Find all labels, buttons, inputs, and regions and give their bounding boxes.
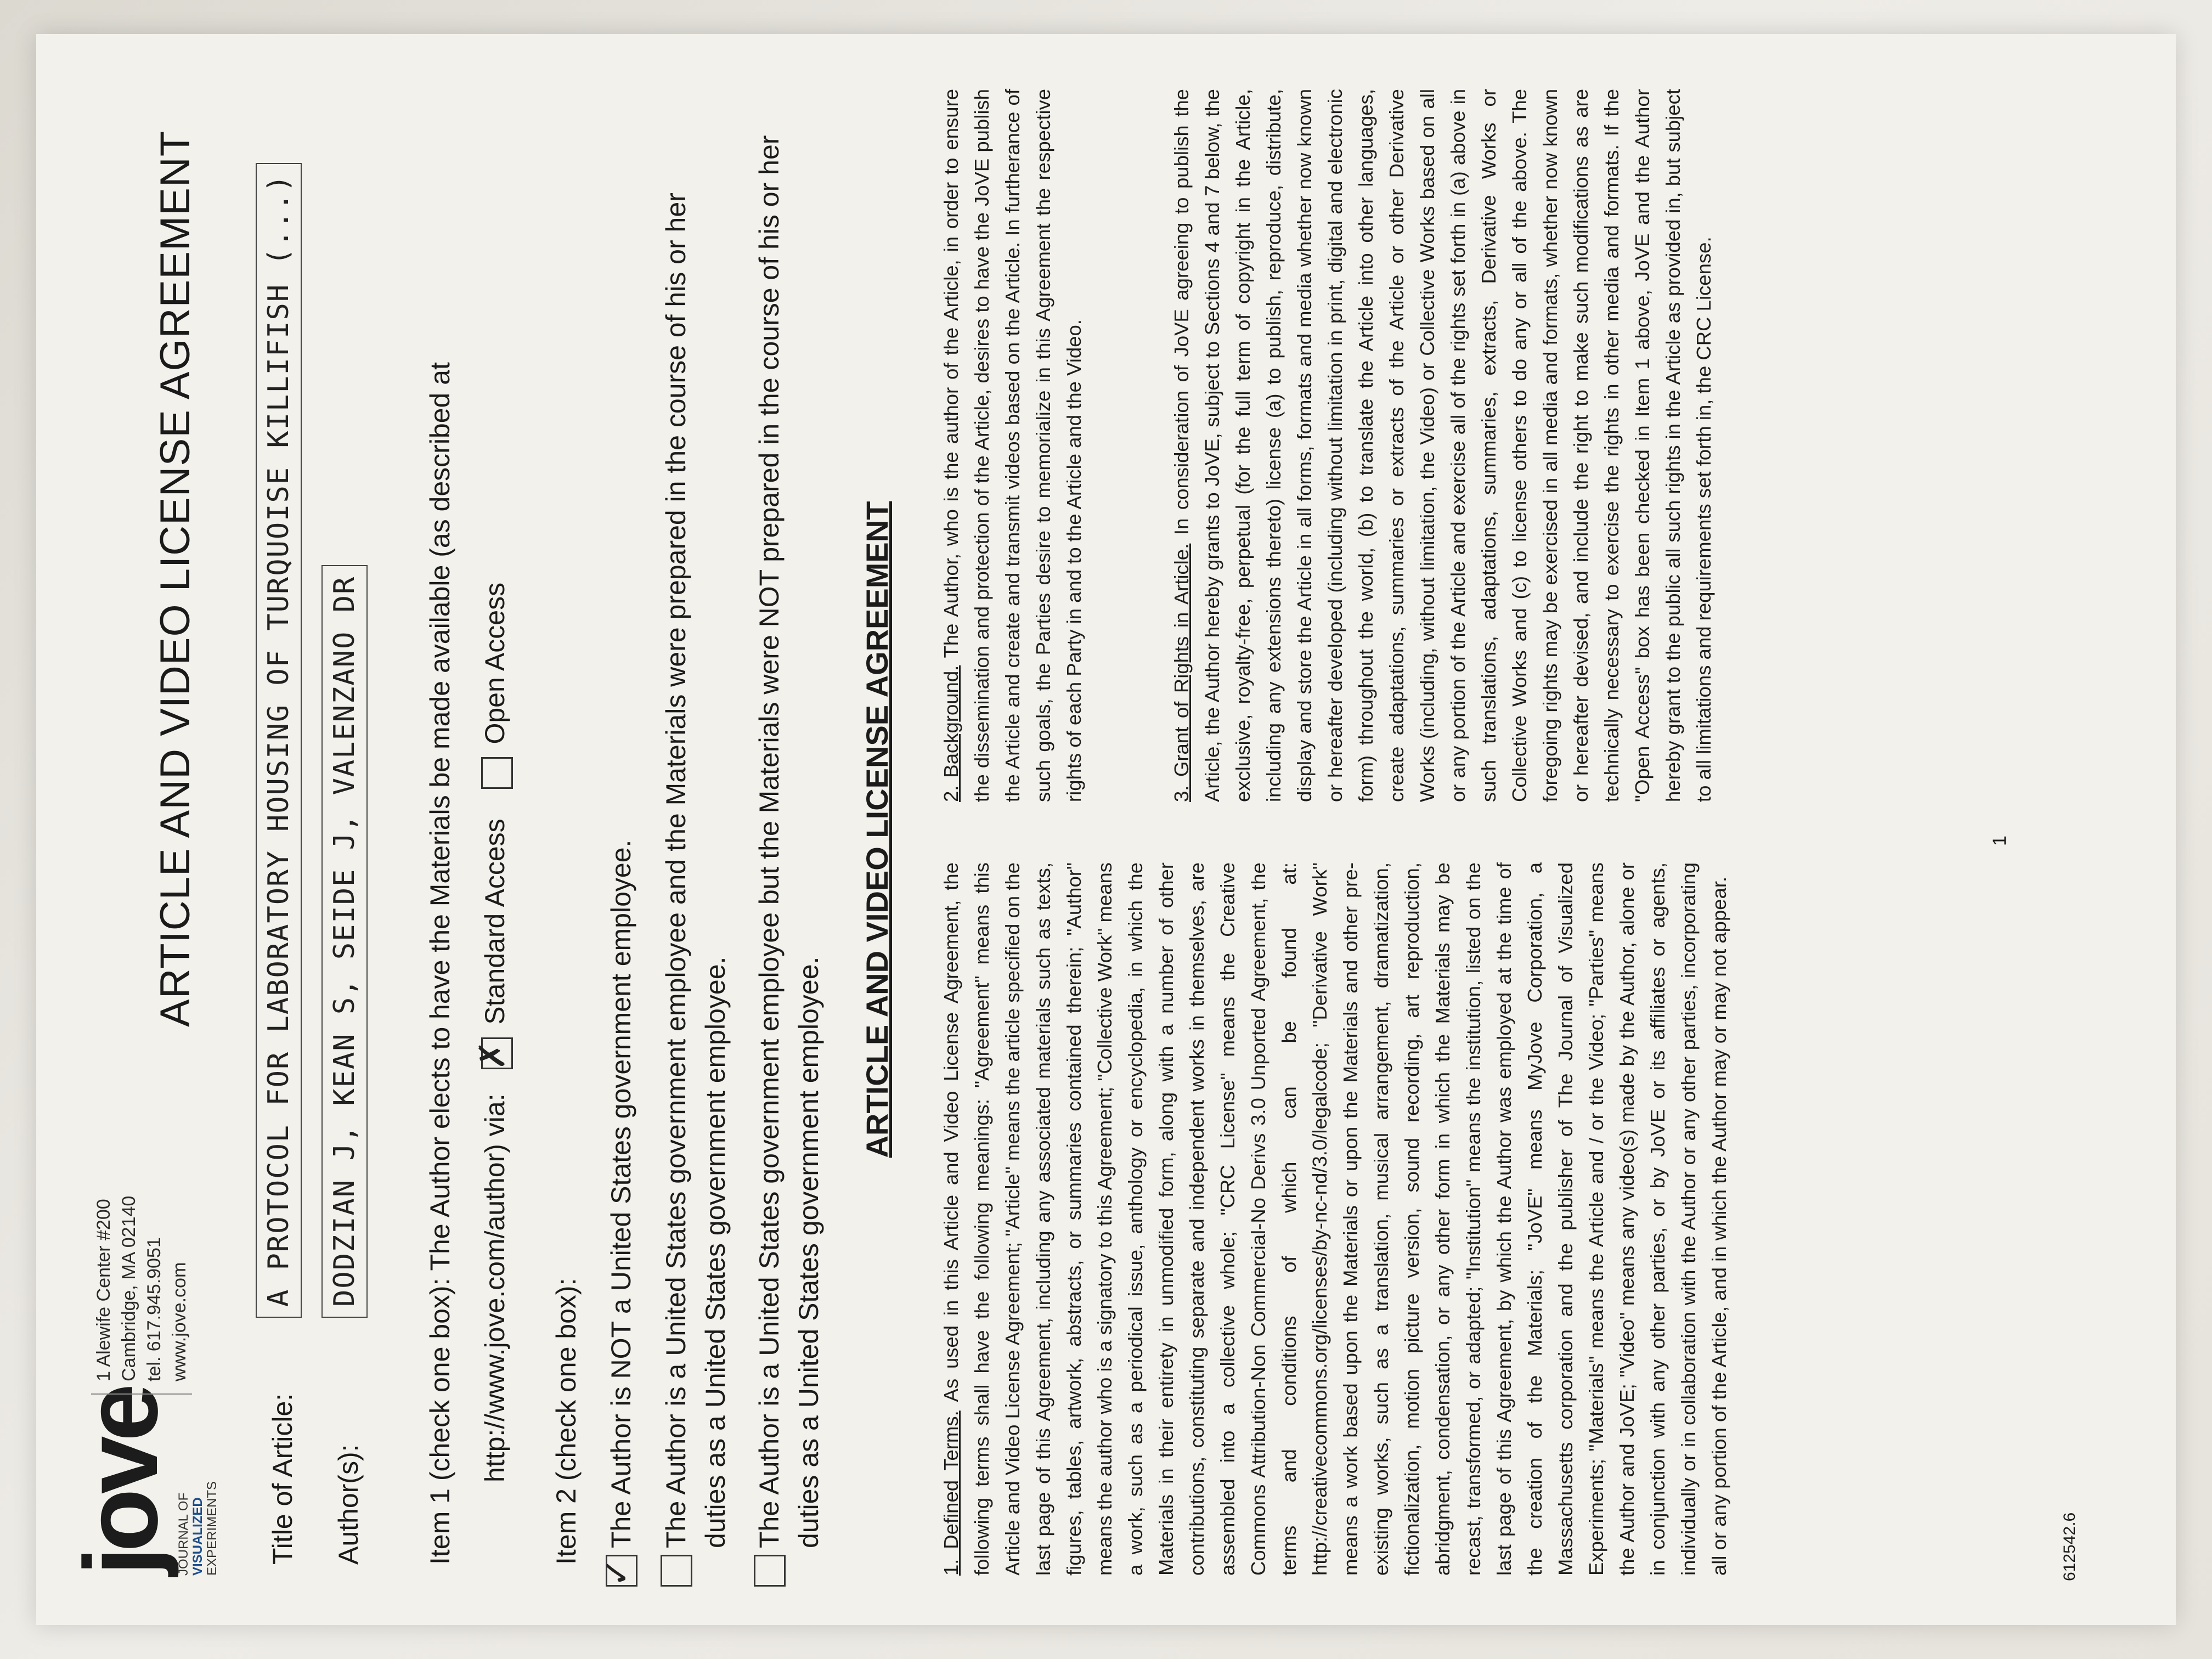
item1-text: Item 1 (check one box): The Author elects to have the Materials be made available (as described at <box>425 362 455 1565</box>
document-title: ARTICLE AND VIDEO LICENSE AGREEMENT <box>152 130 199 1027</box>
document-id: 612542.6 <box>2061 1512 2079 1581</box>
item2-option-1 <box>597 122 641 1587</box>
item2-option-3 <box>749 122 828 1548</box>
authors-row <box>332 1356 364 1565</box>
address-city: Cambridge, MA 02140 <box>119 1195 139 1381</box>
item2-option-3-label: The Author is a United States government employee but the Materials were NOT prepared in the course of his or her duties as a United States government employee. <box>754 135 824 1548</box>
jove-logo <box>63 1389 219 1576</box>
open-access-label: Open Access <box>479 582 510 744</box>
article-title-label: Title of Article: <box>267 1393 298 1565</box>
article-title-row <box>267 1356 298 1565</box>
section-2-background <box>936 89 1090 802</box>
section-2-heading: 2. Background. <box>940 665 962 802</box>
section-3-grant-of-rights <box>1166 89 1719 802</box>
section-1-defined-terms <box>936 862 1735 1576</box>
logo-tagline-visualized: VISUALIZED <box>190 1497 205 1576</box>
license-document-page <box>36 34 2176 1625</box>
section-1-body: As used in this Article and Video License Agreement, the following terms shall have the following meanings: "Agreement" means this Article and Video License Agreement; "Article" means the article specified on the last page of this Agreement, including any associated materials such as texts, figures, tables, artwork, abstracts, or summaries contained therein; "Author" means the author who is a signatory to this Agreement; "Collective Work" means a work, such as a periodical issue, anthology or encyclopedia, in which the Materials in their entirety in unmodified form, along with a number of other contributions, constituting separate and independent works in themselves, are assembled into a collective whole; "CRC License" means the Creative Commons Attribution-Non Commercial-No Derivs 3.0 Unported Agreement, the terms and conditions of which can be found at: http://creativecommons.org/licenses/by-nc-nd/3.0/legalcode; "Derivative Work" means a work based upon the Materials or upon the Materials and other pre-existing works, such as a translation, musical arrangement, dramatization, fictionalization, motion picture version, sound recording, art reproduction, abridgment, condensation, or any other form in which the Materials may be recast, transformed, or adapted; "Institution" means the institution, listed on the last page of this Agreement, by which the Author was employed at the time of the creation of the Materials; "JoVE" means MyJove Corporation, a Massachusetts corporation and the publisher of The Journal of Visualized Experiments; "Materials" means the Article and / or the Video; "Parties" means the Author and JoVE; "Video" means any video(s) made by the Author, alone or in conjunction with any other parties, or by JoVE or its affiliates or agents, individually or in collaboration with the Author or any other parties, incorporating all or any portion of the Article, and in which the Author may or may not appear. <box>940 862 1730 1576</box>
open-access-checkbox[interactable] <box>481 757 513 789</box>
authors-label: Author(s): <box>333 1444 364 1565</box>
section-3-body: In consideration of JoVE agreeing to publish the Article, the Author hereby grants to JoVE, subject to Sections 4 and 7 below, the exclusive, royalty-free, perpetual (for the full term of copyright in the Article, including any extensions thereto) license (a) to publish, reproduce, distribute, display and store the Article in all forms, formats and media whether now known or hereafter developed (including without limitation in print, digital and electronic form) throughout the world, (b) to translate the Article into other languages, create adaptations, summaries or extracts of the Article or other Derivative Works (including, without limitation, the Video) or Collective Works based on all or any portion of the Article and exercise all of the rights set forth in (a) above in such translations, adaptations, summaries, extracts, Derivative Works or Collective Works and (c) to license others to do any or all of the above. The foregoing rights may be exercised in all media and formats, whether now known or hereafter devised, and include the right to make such modifications as are technically necessary to exercise the rights in other media and formats. If the "Open Access" box has been checked in Item 1 above, JoVE and the Author hereby grant to the public all such rights in the Article as provided in, but subject to all limitations and requirements set forth in, the CRC License. <box>1170 89 1715 802</box>
item1-url-text: http://www.jove.com/author) via: <box>479 1093 510 1482</box>
address-street: 1 Alewife Center #200 <box>93 1199 114 1381</box>
standard-access-label: Standard Access <box>479 819 510 1025</box>
logo-wordmark: jove <box>63 1389 179 1576</box>
item2-option-3-checkbox[interactable] <box>754 1555 786 1587</box>
logo-tagline-experiments: EXPERIMENTS <box>205 1481 219 1576</box>
article-title-field[interactable]: A PROTOCOL FOR LABORATORY HOUSING OF TURQUOISE KILLIFISH (...) <box>256 163 302 1318</box>
standard-access-check-mark: ✗ <box>472 1040 513 1070</box>
authors-field[interactable]: DODZIAN J, KEAN S, SEIDE J, VALENZANO DR <box>321 565 368 1318</box>
logo-tagline-line1: JOURNAL OF <box>176 1492 191 1576</box>
section-1-heading: 1. Defined Terms. <box>940 1410 962 1576</box>
standard-access-checkbox[interactable] <box>472 1037 513 1070</box>
item2-heading: Item 2 (check one box): <box>551 1278 582 1565</box>
letterhead <box>63 94 234 1576</box>
item2-option-2-label: The Author is a United States government employee and the Materials were prepared in the course of his or her duties as a United States government employee. <box>661 193 731 1548</box>
item1-access-row <box>472 582 515 1482</box>
page-number: 1 <box>1989 836 2010 846</box>
logo-tagline <box>177 1422 219 1576</box>
address-website: www.jove.com <box>169 1262 190 1381</box>
item2-option-1-checkbox[interactable] <box>597 1555 637 1587</box>
address-phone: tel. 617.945.9051 <box>144 1237 165 1381</box>
agreement-section-heading: ARTICLE AND VIDEO LICENSE AGREEMENT <box>860 501 894 1158</box>
item2-option-1-label: The Author is NOT a United States government employee. <box>606 839 636 1548</box>
item2-option-1-check-mark: ✓ <box>597 1558 637 1587</box>
section-3-heading: 3. Grant of Rights in Article. <box>1170 543 1193 802</box>
item2-option-2 <box>656 122 735 1548</box>
item2-option-2-checkbox[interactable] <box>661 1555 692 1587</box>
address-block <box>91 1196 192 1395</box>
section-2-body: The Author, who is the author of the Article, in order to ensure the dissemination and protection of the Article, desires to have the JoVE publish the Article and create and transmit videos based on the Article. In furtherance of such goals, the Parties desire to memorialize in this Agreement the respective rights of each Party in and to the Article and the Video. <box>940 89 1085 802</box>
